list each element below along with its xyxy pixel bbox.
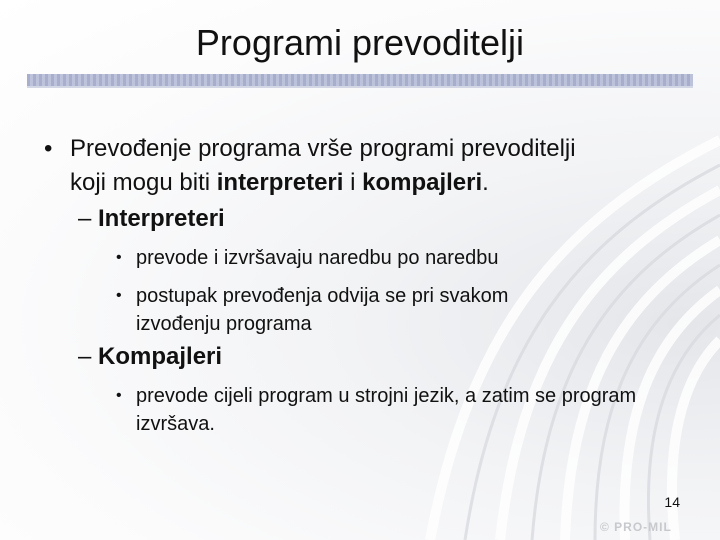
main-bullet [44,132,684,200]
term-interpreteri: interpreteri [216,169,344,196]
list-item [116,382,656,438]
sub-heading-kompajleri-label: Kompajleri [98,343,223,370]
list-item [116,282,586,338]
term-kompajleri: kompajleri [362,169,483,196]
bullet-icon: • [116,287,122,304]
list-item-text: postupak prevođenja odvija se pri svakom izvođenju programa [136,285,509,335]
sub-heading-interpreteri [78,204,225,234]
sub-heading-kompajleri [78,342,222,372]
main-bullet-line1: Prevođenje programa vrše programi prevoditelji [70,135,576,162]
main-bullet-line2-start: koji mogu biti [70,169,217,196]
slide-title: Programi prevoditelji [195,22,525,63]
bullet-icon: • [116,387,122,404]
watermark-logo: © PRO-MIL [600,520,672,534]
main-bullet-conjunction: i [343,169,363,196]
main-bullet-text [70,132,684,200]
main-bullet-period: . [482,169,489,196]
list-item-text: prevode i izvršavaju naredbu po naredbu [136,247,499,269]
list-item-text: prevode cijeli program u strojni jezik, a zatim se program izvršava. [136,385,637,435]
sub-heading-interpreteri-label: Interpreteri [98,205,225,232]
dash-icon: – [78,343,99,370]
dash-icon: – [78,205,99,232]
page-number: 14 [664,494,680,510]
bullet-icon: • [44,135,53,162]
bullet-icon: • [116,249,122,266]
list-item [116,244,676,272]
